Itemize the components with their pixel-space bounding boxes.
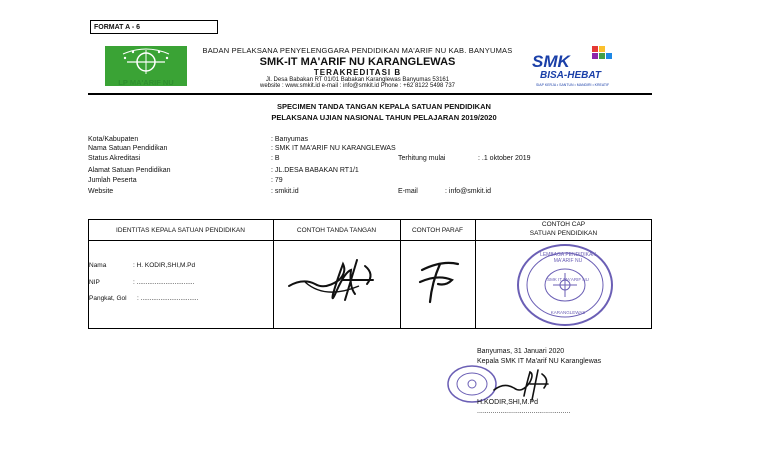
nu-emblem-icon: [105, 46, 187, 78]
info-label-accreditation: Status Akreditasi: [88, 155, 141, 162]
nip-label: NIP: [89, 279, 100, 286]
header-foundation: BADAN PELAKSANA PENYELENGGARA PENDIDIKAN MA'ARIF NU KAB. BANYUMAS: [202, 46, 513, 55]
col-header-initials: CONTOH PARAF: [411, 227, 464, 234]
info-label-address: Alamat Satuan Pendidikan: [88, 167, 171, 174]
stamp-bottom-text: KARANGLEWAS: [550, 310, 586, 315]
header-contact: website : www.smkit.id e-mail : info@smkit.id Phone : +62 8122 5498 737: [259, 83, 456, 89]
pangkat-value: : ................................: [137, 295, 199, 302]
footer-nip-line: ................................................: [477, 408, 571, 415]
footer-position: Kepala SMK IT Ma'arif NU Karanglewas: [477, 358, 602, 365]
format-label: FORMAT A - 6: [90, 20, 218, 34]
document-title: SPECIMEN TANDA TANGAN KEPALA SATUAN PENDIDIKAN: [277, 102, 491, 111]
info-label-school: Nama Satuan Pendidikan: [88, 145, 168, 152]
smk-bisa-hebat-logo: [530, 44, 648, 90]
info-value-effective: : .1 oktober 2019: [478, 155, 531, 162]
col-header-stamp-sub: SATUAN PENDIDIKAN: [529, 230, 598, 237]
smk-logo-tagline: SIAP KERJA • SANTUN • MANDIRI • KREATIF: [536, 83, 610, 87]
pangkat-label: Pangkat, Gol: [89, 295, 127, 302]
header-address: Jl. Desa Babakan RT 01/01 Babakan Karanglewas Banyumas 53161: [265, 77, 450, 83]
info-label-city: Kota/Kabupaten: [88, 136, 139, 143]
info-value-email: : info@smkit.id: [445, 188, 492, 195]
footer-signature: [490, 364, 560, 404]
smk-logo-slogan: BISA-HEBAT: [540, 70, 601, 81]
nama-value: : H. KODIR,SHI,M.Pd: [133, 262, 196, 269]
info-label-effective: Terhitung mulai: [398, 155, 446, 162]
info-value-school: : SMK IT MA'ARIF NU KARANGLEWAS: [271, 145, 396, 152]
col-header-identity: IDENTITAS KEPALA SATUAN PENDIDIKAN: [116, 227, 245, 234]
col-header-stamp: CONTOH CAP: [541, 221, 586, 228]
stamp-outer-text: LEMBAGA PENDIDIKAN MA'ARIF NU: [540, 252, 596, 264]
nama-label: Nama: [89, 262, 107, 269]
footer-name: H.KODIR,SHI,M.Pd: [477, 399, 539, 406]
info-value-website: : smkit.id: [271, 188, 299, 195]
table-col-divider: [273, 219, 274, 329]
info-label-participants: Jumlah Peserta: [88, 177, 137, 184]
table-header-divider: [88, 240, 652, 241]
info-label-email: E-mail: [398, 188, 418, 195]
lp-maarif-label: LP MA'ARIF NU: [118, 78, 174, 87]
info-value-city: : Banyumas: [271, 136, 308, 143]
signature-specimen: [285, 250, 390, 310]
info-value-participants: : 79: [271, 177, 283, 184]
stamp-inner-text: SMK IT MA'ARIF NU: [547, 277, 589, 282]
info-label-website: Website: [88, 188, 114, 195]
info-value-accreditation: : B: [271, 155, 280, 162]
header-school-name: SMK-IT MA'ARIF NU KARANGLEWAS: [259, 56, 456, 68]
initials-specimen: [412, 252, 467, 307]
info-value-address: : JL.DESA BABAKAN RT1/1: [271, 167, 359, 174]
smk-logo-text: SMK: [532, 52, 570, 71]
letterhead-divider: [88, 93, 652, 95]
header-accreditation: TERAKREDITASI B: [313, 68, 402, 77]
nip-value: : ................................: [133, 279, 195, 286]
table-col-divider: [400, 219, 401, 329]
col-header-signature: CONTOH TANDA TANGAN: [296, 227, 377, 234]
footer-place-date: Banyumas, 31 Januari 2020: [477, 348, 565, 355]
document-subtitle: PELAKSANA UJIAN NASIONAL TAHUN PELAJARAN 2019/2020: [271, 113, 497, 122]
